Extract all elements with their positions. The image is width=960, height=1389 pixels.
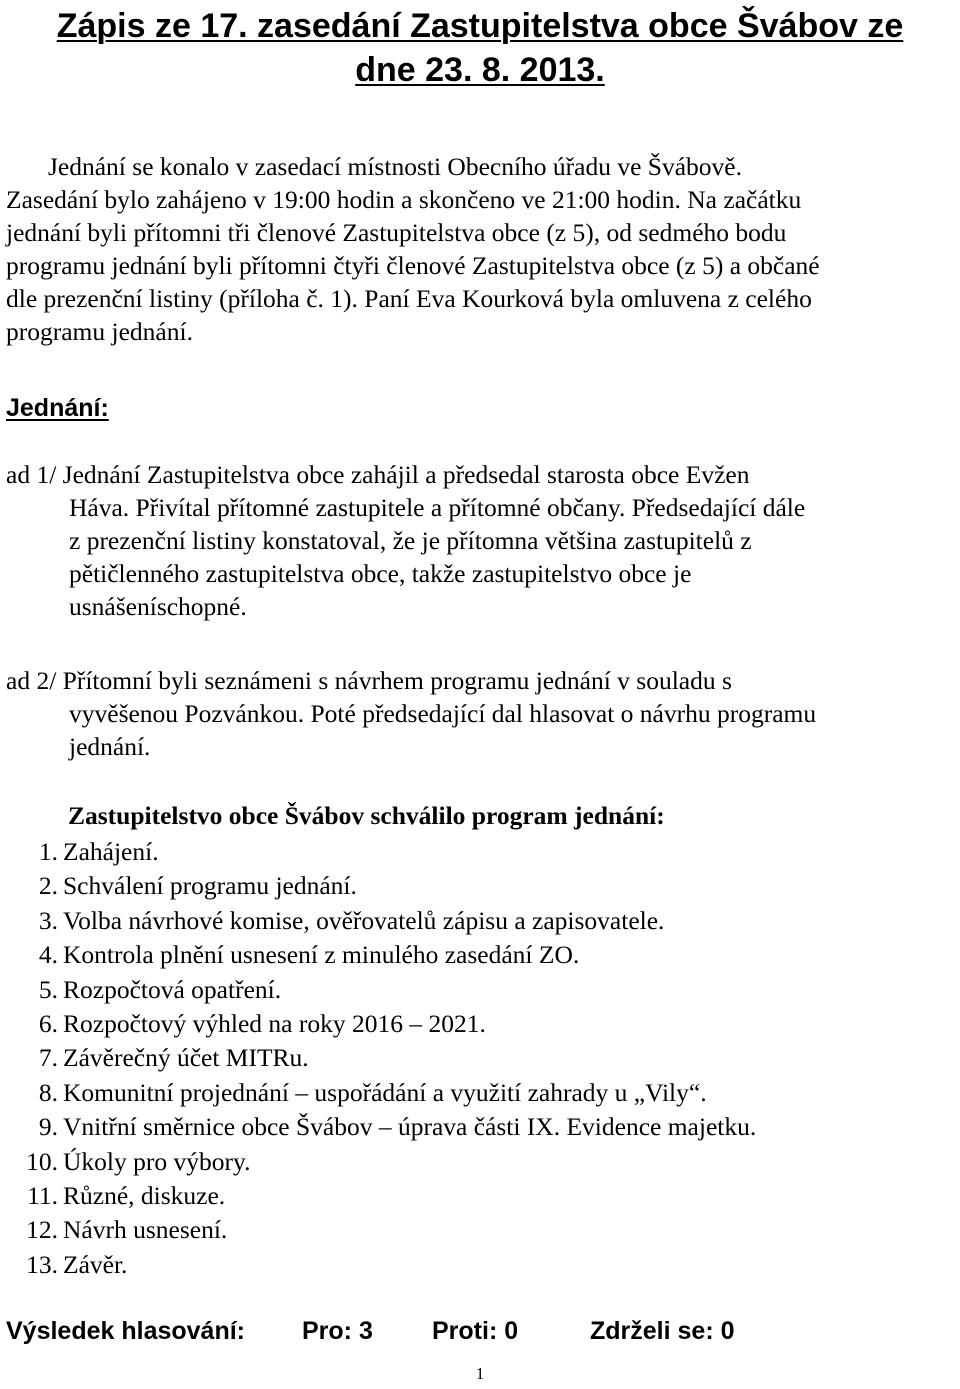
program-item-text: Schválení programu jednání. bbox=[63, 871, 357, 901]
program-item-number: 12. bbox=[26, 1215, 58, 1245]
vote-zdrzeli: Zdrželi se: 0 bbox=[590, 1317, 735, 1345]
program-item-number: 4. bbox=[38, 940, 58, 970]
program-item-text: Rozpočtový výhled na roky 2016 – 2021. bbox=[63, 1008, 486, 1038]
program-item-number: 13. bbox=[26, 1249, 58, 1279]
program-item-number: 8. bbox=[38, 1077, 58, 1107]
ad2-line-1: ad 2/ Přítomní byli seznámeni s návrhem programu jednání v souladu s bbox=[6, 666, 732, 695]
program-item-number: 9. bbox=[38, 1112, 58, 1142]
intro-line-6: programu jednání. bbox=[6, 317, 193, 346]
intro-line-2: Zasedání bylo zahájeno v 19:00 hodin a skončeno ve 21:00 hodin. Na začátku bbox=[6, 185, 802, 214]
vote-pro: Pro: 3 bbox=[302, 1317, 373, 1345]
intro-line-5: dle prezenční listiny (příloha č. 1). Paní Eva Kourková byla omluvena z celého bbox=[6, 284, 812, 313]
program-item-text: Rozpočtová opatření. bbox=[63, 974, 282, 1004]
program-item-text: Zahájení. bbox=[63, 837, 159, 866]
program-item-text: Úkoly pro výbory. bbox=[63, 1146, 251, 1176]
ad2-line-3: jednání. bbox=[69, 732, 151, 761]
program-item bbox=[0, 1145, 960, 1179]
program-item bbox=[0, 1179, 960, 1213]
program-item-number: 2. bbox=[38, 871, 58, 901]
intro-line-1: Jednání se konalo v zasedací místnosti Obecního úřadu ve Švábově. bbox=[48, 152, 742, 181]
ad1-line-1: ad 1/ Jednání Zastupitelstva obce zahájil a předsedal starosta obce Evžen bbox=[6, 460, 750, 489]
title-line-2: dne 23. 8. 2013. bbox=[355, 51, 605, 89]
title-line-1: Zápis ze 17. zasedání Zastupitelstva obce Švábov ze bbox=[56, 7, 904, 45]
approval-heading: Zastupitelstvo obce Švábov schválilo program jednání: bbox=[68, 801, 665, 830]
program-item-text: Závěrečný účet MITRu. bbox=[63, 1043, 309, 1073]
program-item bbox=[0, 1248, 960, 1282]
program-item-number: 7. bbox=[38, 1043, 58, 1073]
program-item bbox=[0, 835, 960, 869]
program-item bbox=[0, 1007, 960, 1041]
vote-result-label: Výsledek hlasování: bbox=[6, 1317, 246, 1345]
page-number: 1 bbox=[475, 1364, 485, 1383]
intro-line-1-wrap bbox=[6, 150, 956, 183]
program-item-text: Vnitřní směrnice obce Švábov – úprava části IX. Evidence majetku. bbox=[63, 1112, 757, 1142]
program-item bbox=[0, 1110, 960, 1144]
program-item-number: 6. bbox=[38, 1008, 58, 1038]
program-item bbox=[0, 973, 960, 1007]
program-item-text: Závěr. bbox=[63, 1249, 128, 1279]
section-heading: Jednání: bbox=[6, 394, 109, 422]
vote-proti: Proti: 0 bbox=[432, 1317, 519, 1345]
intro-line-3: jednání byli přítomni tři členové Zastupitelstva obce (z 5), od sedmého bodu bbox=[6, 218, 787, 247]
ad1-line-4: pětičlenného zastupitelstva obce, takže zastupitelstvo obce je bbox=[69, 559, 692, 588]
document-title bbox=[0, 4, 960, 92]
program-item-number: 11. bbox=[27, 1180, 58, 1210]
program-item bbox=[0, 904, 960, 938]
program-item-text: Komunitní projednání – uspořádání a využití zahrady u „Vily“. bbox=[63, 1077, 707, 1107]
intro-line-4: programu jednání byli přítomni čtyři členové Zastupitelstva obce (z 5) a občané bbox=[6, 251, 820, 280]
agenda-point-ad2 bbox=[6, 664, 956, 763]
program-item-number: 10. bbox=[26, 1146, 58, 1176]
ad2-line-2: vyvěšenou Pozvánkou. Poté předsedající dal hlasovat o návrhu programu bbox=[69, 699, 817, 728]
ad1-line-5: usnášeníschopné. bbox=[69, 592, 247, 621]
program-item bbox=[0, 938, 960, 972]
program-item bbox=[0, 869, 960, 903]
agenda-point-ad1 bbox=[6, 458, 956, 623]
program-item-number: 3. bbox=[38, 905, 58, 935]
ad1-line-2: Háva. Přivítal přítomné zastupitele a přítomné občany. Předsedající dále bbox=[69, 493, 806, 522]
program-item bbox=[0, 1076, 960, 1110]
program-item-text: Kontrola plnění usnesení z minulého zasedání ZO. bbox=[63, 940, 580, 970]
program-item-number: 5. bbox=[38, 974, 58, 1004]
intro-paragraph bbox=[6, 150, 956, 348]
ad1-line-3: z prezenční listiny konstatoval, že je přítomna většina zastupitelů z bbox=[69, 526, 752, 555]
program-item-text: Různé, diskuze. bbox=[63, 1180, 226, 1210]
program-list bbox=[0, 835, 960, 1282]
program-item bbox=[0, 1041, 960, 1075]
program-item-text: Volba návrhové komise, ověřovatelů zápisu a zapisovatele. bbox=[63, 905, 665, 935]
program-item-text: Návrh usnesení. bbox=[63, 1215, 228, 1245]
program-item-number: 1. bbox=[38, 837, 58, 866]
program-item bbox=[0, 1213, 960, 1247]
